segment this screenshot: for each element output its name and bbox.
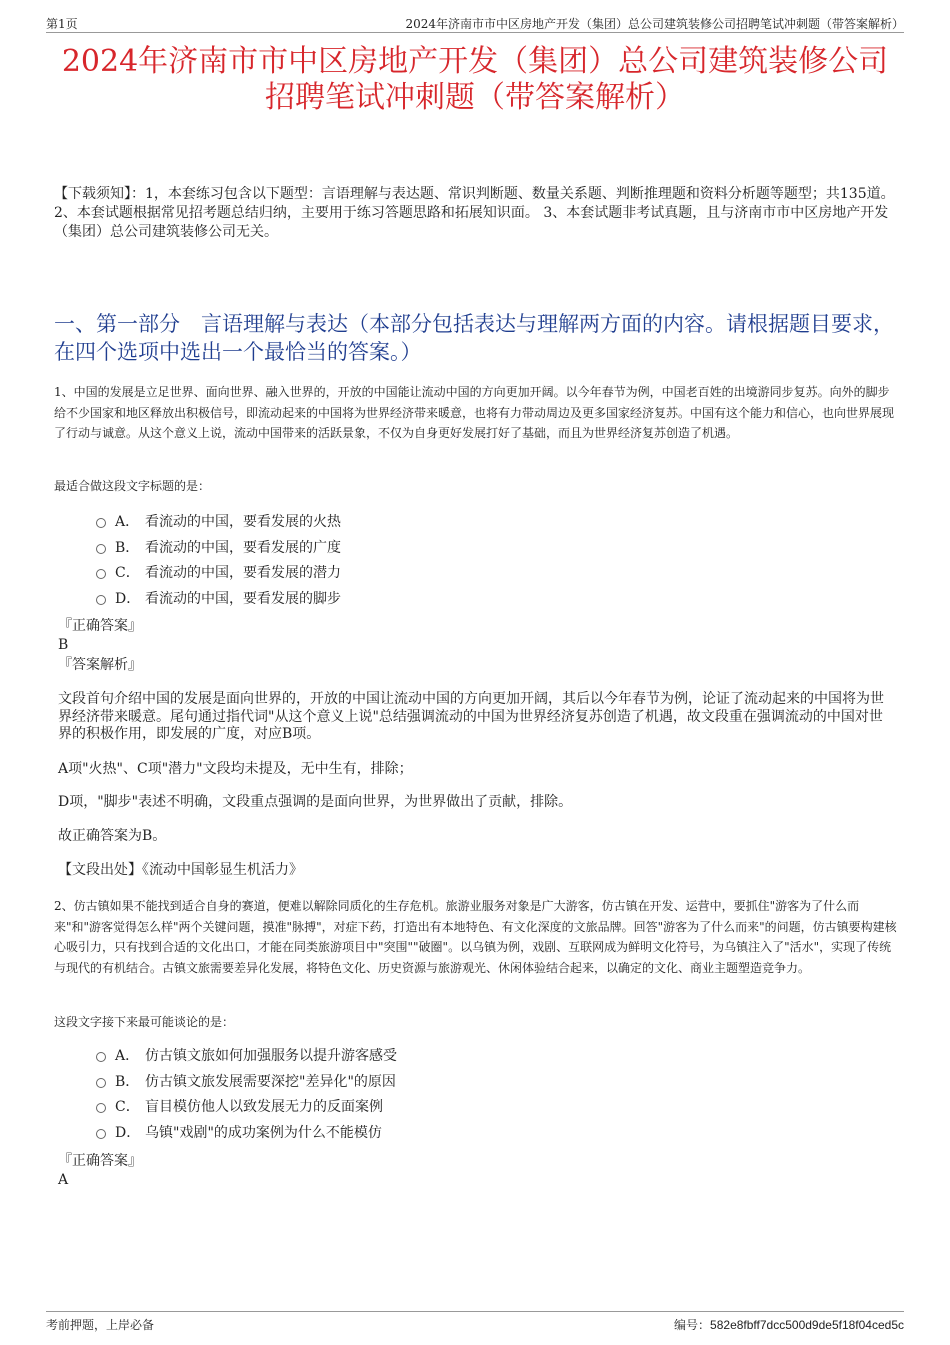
option-b[interactable]: [96, 1068, 397, 1094]
header-doc-title: 2024年济南市市中区房地产开发（集团）总公司建筑装修公司招聘笔试冲刺题（带答案解析）: [405, 17, 904, 31]
option-d[interactable]: [96, 1119, 397, 1145]
code-label: 编号：: [674, 1318, 711, 1332]
source-citation: 【文段出处】《流动中国彰显生机活力》: [58, 862, 303, 878]
option-key: D．: [115, 1124, 141, 1141]
option-key: A．: [115, 513, 140, 530]
analysis-paragraph: 文段首句介绍中国的发展是面向世界的，开放的中国让流动中国的方向更加开阔，其后以今年春节为例，论证了流动起来的中国将为世界经济带来暖意。尾句通过指代词"从这个意义上说"总结强调流动的中国为世界经济复苏创造了机遇，故文段重在强调流动的中国对世界的积极作用，即发展的广度，对应B项。: [58, 691, 884, 742]
question-1-prompt: 最适合做这段文字标题的是：: [54, 479, 211, 493]
analysis-paragraph: 故正确答案为B。: [58, 828, 167, 844]
analysis-paragraph: A项"火热"、C项"潜力"文段均未提及，无中生有，排除；: [58, 761, 413, 777]
radio-icon[interactable]: [96, 1078, 106, 1088]
question-2-prompt: 这段文字接下来最可能谈论的是：: [54, 1015, 235, 1029]
radio-icon[interactable]: [96, 518, 106, 528]
option-key: A．: [115, 1047, 140, 1064]
question-1-text: 1、中国的发展是立足世界、面向世界、融入世界的，开放的中国能让流动中国的方向更加开阔。以今年春节为例，中国老百姓的出境游同步复苏。向外的脚步给不少国家和地区释放出积极信号，即流动起来的中国将为世界经济带来暖意，也将有力带动周边及更多国家经济复苏。中国有这个能力和信心，也向世界展现了行动与诚意。从这个意义上说，流动中国带来的活跃景象，不仅为自身更好发展打好了基础，而且为世界经济复苏创造了机遇。: [54, 385, 895, 440]
answer-label: 『正确答案』: [58, 618, 142, 634]
option-key: B．: [115, 539, 140, 556]
radio-icon[interactable]: [96, 1052, 106, 1062]
option-a[interactable]: [96, 1042, 397, 1068]
page-number: 第1页: [46, 17, 78, 31]
section-heading: 一、第一部分 言语理解与表达（本部分包括表达与理解两方面的内容。请根据题目要求，在四个选项中选出一个最恰当的答案。）: [54, 312, 894, 364]
option-text: 看流动的中国，要看发展的潜力: [145, 565, 341, 582]
option-text: 仿古镇文旅发展需要深挖"差异化"的原因: [145, 1073, 396, 1090]
option-key: C．: [115, 565, 140, 582]
question-2-text: 2、仿古镇如果不能找到适合自身的赛道，便难以解除同质化的生存危机。旅游业服务对象是广大游客，仿古镇在开发、运营中，要抓住"游客为了什么而来"和"游客觉得怎么样"两个关键问题，摸准"脉搏"，对症下药，打造出有本地特色、有文化深度的文旅品牌。回答"游客为了什么而来"的问题，仿古镇要构建核心吸引力，只有找到合适的文化出口，才能在同类旅游项目中"突围""破圈"。以乌镇为例，戏剧、互联网成为鲜明文化符号，为乌镇注入了"活水"，实现了传统与现代的有机结合。古镇文旅需要差异化发展，将特色文化、历史资源与旅游观光、休闲体验结合起来，以确定的文化、商业主题塑造竞争力。: [54, 899, 897, 975]
footer-code: [674, 1316, 904, 1333]
option-text: 看流动的中国，要看发展的火热: [145, 513, 341, 530]
page-footer: [46, 1311, 904, 1332]
footer-slogan: 考前押题，上岸必备: [46, 1318, 155, 1332]
analysis-paragraph: D项，"脚步"表述不明确，文段重点强调的是面向世界，为世界做出了贡献，排除。: [58, 794, 573, 810]
option-d[interactable]: [96, 585, 341, 611]
option-key: D．: [115, 590, 141, 607]
option-text: 盲目模仿他人以致发展无力的反面案例: [145, 1099, 383, 1116]
document-title: [40, 44, 910, 116]
option-text: 乌镇"戏剧"的成功案例为什么不能模仿: [145, 1124, 382, 1141]
download-notice: 【下载须知】：1，本套练习包含以下题型：言语理解与表达题、常识判断题、数量关系题、判断推理题和资料分析题等题型；共135道。 2、本套试题根据常见招考题总结归纳，主要用于练习答题思路和拓展知识面。 3、本套试题非考试真题，且与济南市市中区房地产开发（集团）总公司建筑装修公司无关。: [54, 186, 895, 240]
radio-icon[interactable]: [96, 544, 106, 554]
option-b[interactable]: [96, 534, 341, 560]
option-text: 仿古镇文旅如何加强服务以提升游客感受: [145, 1047, 397, 1064]
option-a[interactable]: [96, 508, 341, 534]
option-c[interactable]: [96, 559, 341, 585]
option-key: B．: [115, 1073, 140, 1090]
option-key: C．: [115, 1099, 140, 1116]
option-text: 看流动的中国，要看发展的广度: [145, 539, 341, 556]
analysis-label: 『答案解析』: [58, 657, 142, 673]
title-line-1: 2024年济南市市中区房地产开发（集团）总公司建筑装修公司: [61, 44, 889, 79]
option-c[interactable]: [96, 1093, 397, 1119]
answer-label: 『正确答案』: [58, 1153, 142, 1169]
page-header: [46, 14, 904, 33]
code-value: 582e8fbff7dcc500d9de5f18f04ced5c: [710, 1318, 904, 1332]
radio-icon[interactable]: [96, 569, 106, 579]
correct-answer: A: [58, 1172, 69, 1188]
option-text: 看流动的中国，要看发展的脚步: [145, 590, 341, 607]
title-line-2: 招聘笔试冲刺题（带答案解析）: [265, 80, 685, 115]
question-1-options: [96, 508, 341, 611]
radio-icon[interactable]: [96, 1103, 106, 1113]
radio-icon[interactable]: [96, 1129, 106, 1139]
correct-answer: B: [58, 637, 69, 653]
radio-icon[interactable]: [96, 595, 106, 605]
question-2-options: [96, 1042, 397, 1145]
